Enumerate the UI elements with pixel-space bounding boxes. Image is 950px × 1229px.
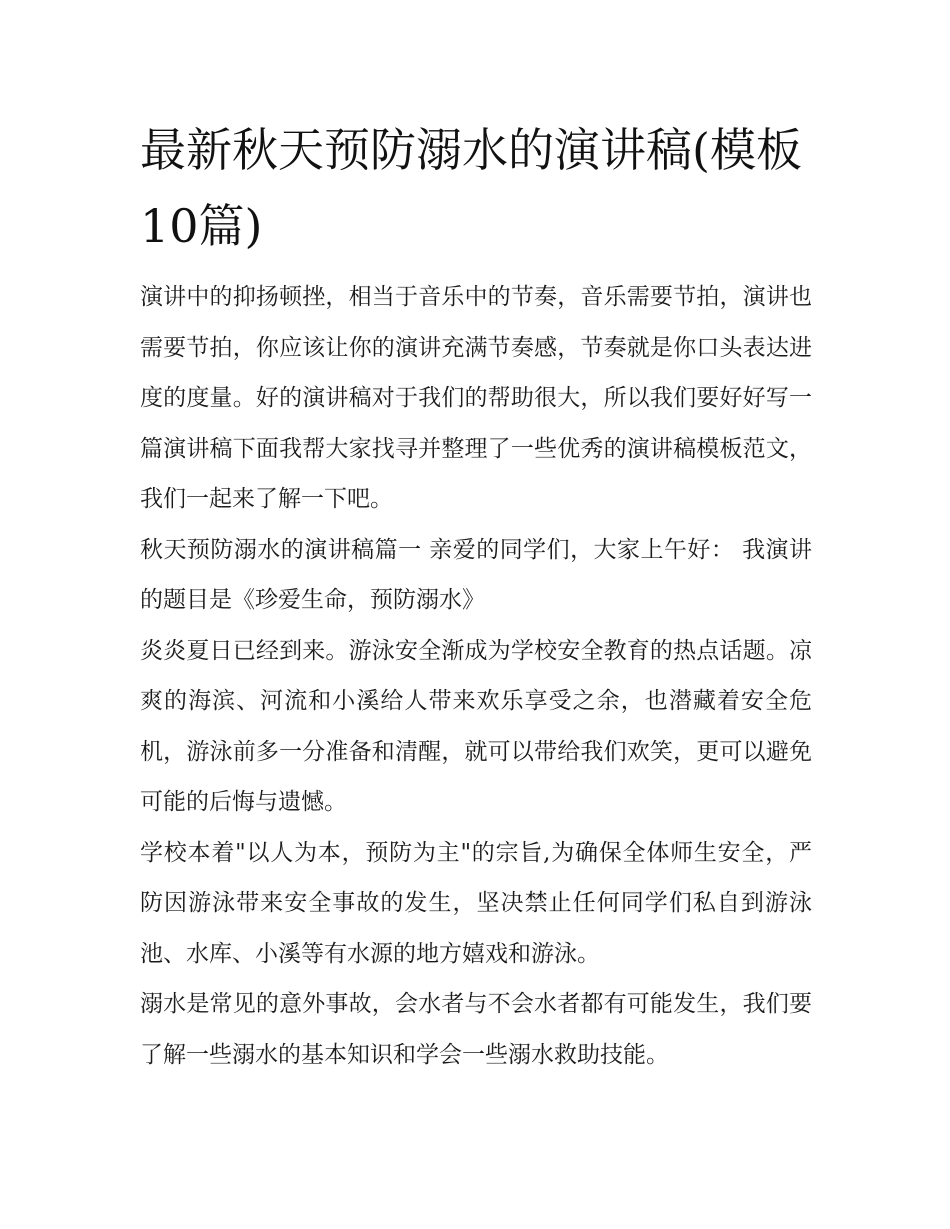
document-page xyxy=(140,112,812,1080)
paragraph-intro: 演讲中的抑扬顿挫，相当于音乐中的节奏，音乐需要节拍，演讲也需要节拍，你应该让你的演讲充满节奏感，节奏就是你口头表达进度的度量。好的演讲稿对于我们的帮助很大，所以我们要好好写一篇演讲稿下面我帮大家找寻并整理了一些优秀的演讲稿模板范文，我们一起来了解一下吧。 xyxy=(140,284,812,512)
paragraph-drowning-knowledge: 溺水是常见的意外事故，会水者与不会水者都有可能发生，我们要了解一些溺水的基本知识和学会一些溺水救助技能。 xyxy=(140,991,812,1068)
document-body xyxy=(140,272,812,1080)
paragraph-summer-safety: 炎炎夏日已经到来。游泳安全渐成为学校安全教育的热点话题。凉爽的海滨、河流和小溪给人带来欢乐享受之余，也潜藏着安全危机，游泳前多一分准备和清醒，就可以带给我们欢笑，更可以避免可能的后悔与遗憾。 xyxy=(140,637,812,815)
paragraph-school-policy: 学校本着"以人为本，预防为主"的宗旨,为确保全体师生安全，严防因游泳带来安全事故的发生，坚决禁止任何同学们私自到游泳池、水库、小溪等有水源的地方嬉戏和游泳。 xyxy=(140,839,812,967)
paragraph-speech-opening: 秋天预防溺水的演讲稿篇一 亲爱的同学们，大家上午好： 我演讲的题目是《珍爱生命，预防溺水》 xyxy=(140,536,812,613)
document-title: 最新秋天预防溺水的演讲稿(模板10篇) xyxy=(140,123,802,253)
